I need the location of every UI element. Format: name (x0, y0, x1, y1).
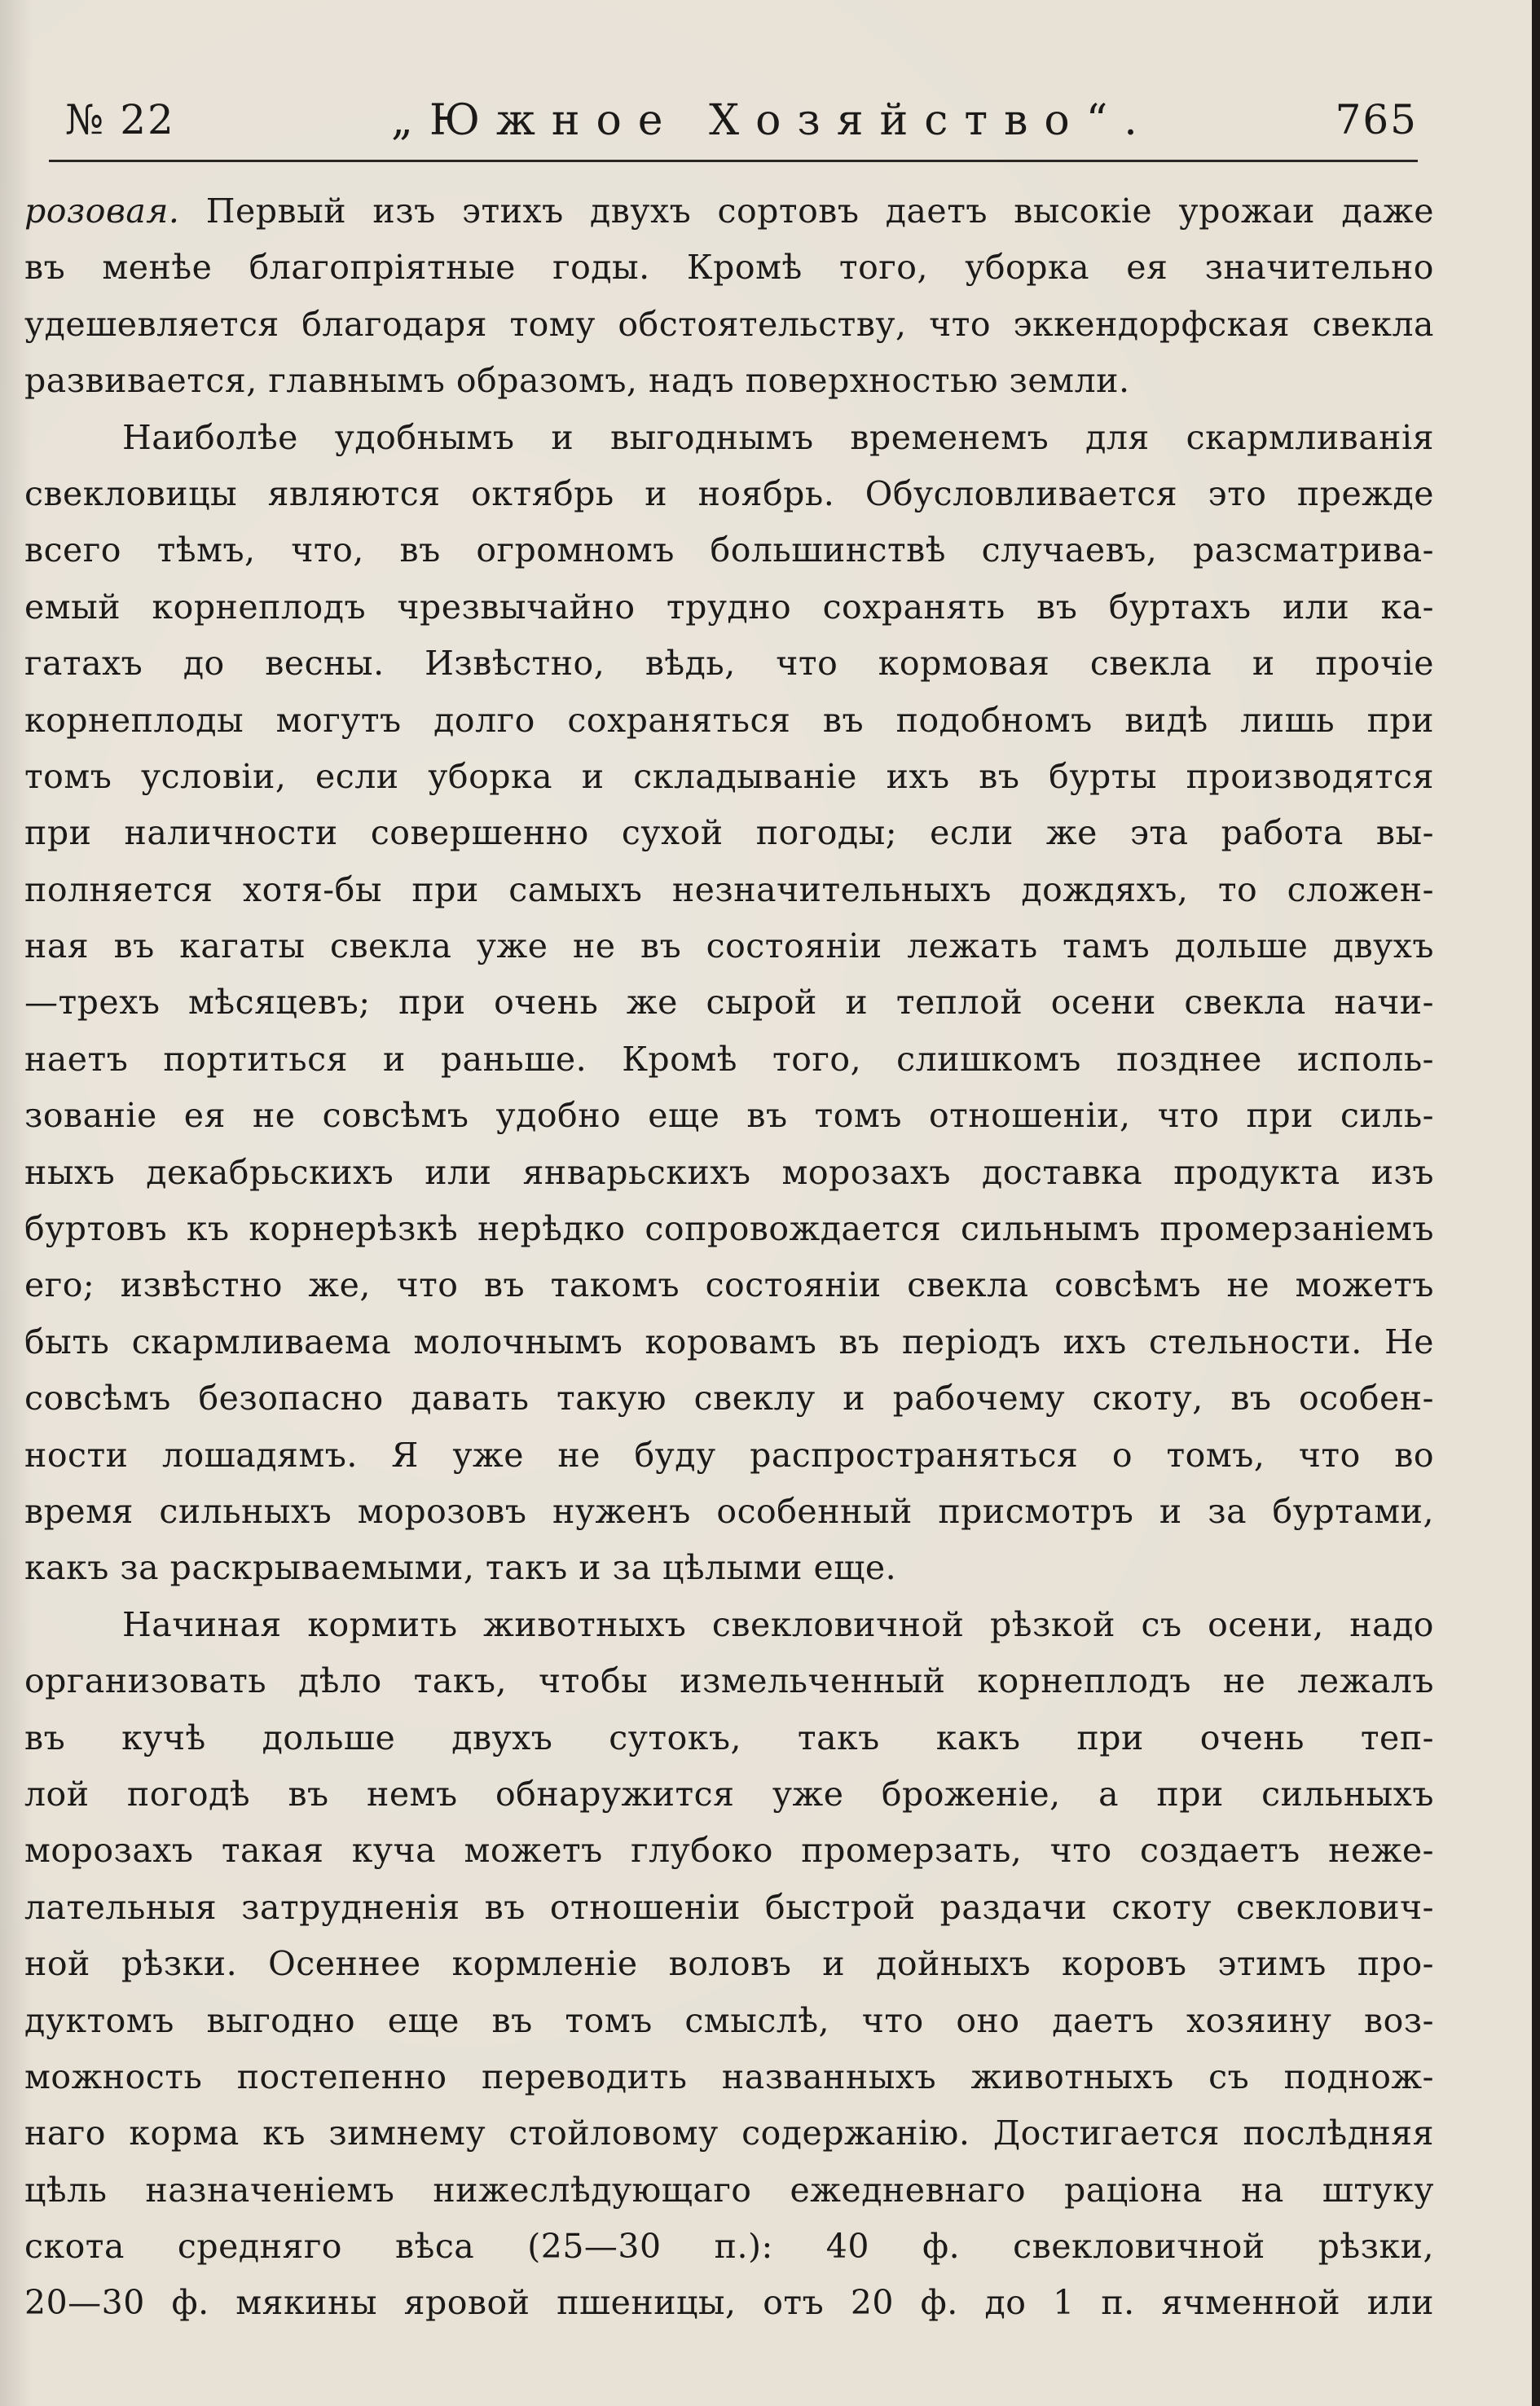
text-line: цѣль назначеніемъ нижеслѣдующаго ежедневнаго раціона на штуку (24, 2170, 1434, 2210)
text-line: его; извѣстно же, что въ такомъ состояніи свекла совсѣмъ не можетъ (24, 1265, 1434, 1305)
text-line: ная въ кагаты свекла уже не въ состояніи лежать тамъ дольше двухъ (24, 926, 1434, 966)
text-line: быть скармливаема молочнымъ коровамъ въ періодъ ихъ стельности. Не (24, 1322, 1434, 1361)
text-line: дуктомъ выгодно еще въ томъ смыслѣ, что оно даетъ хозяину воз- (24, 2000, 1434, 2040)
text-line: Наиболѣе удобнымъ и выгоднымъ временемъ для скармливанія (122, 417, 1434, 457)
text-line: ности лошадямъ. Я уже не буду распространяться о томъ, что во (24, 1435, 1434, 1475)
text-line: въ менѣе благопріятные годы. Кромѣ того, уборка ея значительно (24, 248, 1434, 288)
header-rule (49, 160, 1418, 162)
text-line: всего тѣмъ, что, въ огромномъ большинствѣ случаевъ, разсматрива- (24, 530, 1434, 570)
page-number: 765 (1335, 96, 1418, 143)
issue-number: № 22 (65, 96, 175, 143)
journal-title: „Южное Хозяйство“. (391, 96, 1154, 145)
text-line: наго корма къ зимнему стойловому содержанію. Достигается послѣдняя (24, 2113, 1434, 2153)
body-text (24, 183, 1434, 2332)
text-line: ной рѣзки. Осеннее кормленіе воловъ и дойныхъ коровъ этимъ про- (24, 1944, 1434, 1984)
text-line: гатахъ до весны. Извѣстно, вѣдь, что кормовая свекла и прочіе (24, 644, 1434, 684)
text-line: въ кучѣ дольше двухъ сутокъ, такъ какъ при очень теп- (24, 1718, 1434, 1757)
text-line: наетъ портиться и раньше. Кромѣ того, слишкомъ позднее исполь- (24, 1039, 1434, 1079)
text-line: морозахъ такая куча можетъ глубоко промерзать, что создаетъ неже- (24, 1831, 1434, 1871)
text-line: томъ условіи, если уборка и складываніе ихъ въ бурты производятся (24, 756, 1434, 796)
text-span: Первый изъ этихъ двухъ сортовъ даетъ высокіе урожаи даже (179, 191, 1434, 231)
text-line: ныхъ декабрьскихъ или январьскихъ морозахъ доставка продукта изъ (24, 1152, 1434, 1192)
text-line: совсѣмъ безопасно давать такую свеклу и рабочему скоту, въ особен- (24, 1379, 1434, 1419)
text-line: лательныя затрудненія въ отношеніи быстрой раздачи скоту свеклович- (24, 1887, 1434, 1927)
text-line: буртовъ къ корнерѣзкѣ нерѣдко сопровождается сильнымъ промерзаніемъ (24, 1209, 1434, 1249)
text-line: —трехъ мѣсяцевъ; при очень же сырой и теплой осени свекла начи- (24, 983, 1434, 1023)
text-line (24, 183, 1434, 240)
text-line: Начиная кормить животныхъ свекловичной рѣзкой съ осени, надо (122, 1604, 1434, 1644)
text-line: какъ за раскрываемыми, такъ и за цѣлыми еще. (24, 1548, 897, 1588)
text-line: скота средняго вѣса (25—30 п.): 40 ф. свекловичной рѣзки, (24, 2227, 1434, 2267)
running-header (49, 96, 1434, 153)
text-line: корнеплоды могутъ долго сохраняться въ подобномъ видѣ лишь при (24, 700, 1434, 740)
text-line: развивается, главнымъ образомъ, надъ поверхностью земли. (24, 361, 1130, 401)
text-line: лой погодѣ въ немъ обнаружится уже броженіе, а при сильныхъ (24, 1774, 1434, 1814)
text-line: можность постепенно переводить названныхъ животныхъ съ поднож- (24, 2056, 1434, 2096)
text-line: свекловицы являются октябрь и ноябрь. Обусловливается это прежде (24, 473, 1434, 513)
italic-word: розовая. (24, 191, 180, 231)
text-line: организовать дѣло такъ, чтобы измельченный корнеплодъ не лежалъ (24, 1661, 1434, 1701)
text-line: 20—30 ф. мякины яровой пшеницы, отъ 20 ф. до 1 п. ячменной или (24, 2283, 1434, 2323)
page-edge-shadow (1532, 0, 1540, 2406)
text-line: время сильныхъ морозовъ нуженъ особенный присмотръ и за буртами, (24, 1491, 1434, 1531)
text-line: полняется хотя-бы при самыхъ незначительныхъ дождяхъ, то сложен- (24, 869, 1434, 909)
text-line: емый корнеплодъ чрезвычайно трудно сохранять въ буртахъ или ка- (24, 587, 1434, 627)
text-line: при наличности совершенно сухой погоды; если же эта работа вы- (24, 813, 1434, 853)
text-line: удешевляется благодаря тому обстоятельству, что эккендорфская свекла (24, 304, 1434, 344)
text-line: зованіе ея не совсѣмъ удобно еще въ томъ отношеніи, что при силь- (24, 1096, 1434, 1136)
